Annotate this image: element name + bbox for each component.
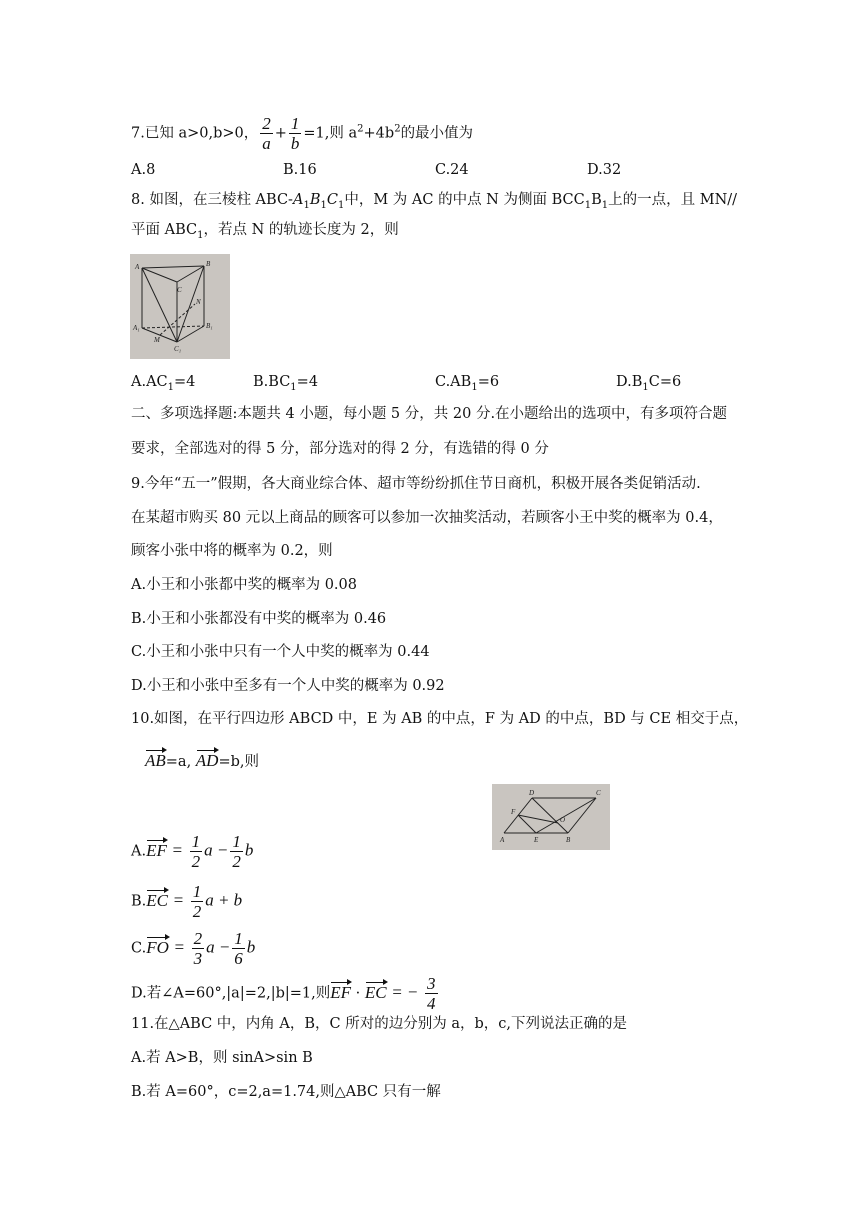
vector-ad: AD: [196, 747, 219, 771]
q9-stem-line3: 顾客小张中将的概率为 0.2，则: [131, 543, 333, 559]
q11-option-b: B.若 A=60°，c=2,a=1.74,则△ABC 只有一解: [131, 1084, 441, 1100]
q11-option-a: A.若 A>B，则 sinA>sin B: [131, 1050, 313, 1066]
q10-option-c: C.FO = $\frac{2}{3}$ a − $\frac{1}{6}$ b: [131, 929, 256, 968]
q8-option-b: $B.BC_1=4$: [253, 374, 319, 393]
parallelogram-label-o: O: [560, 816, 566, 824]
prism-diagram: [130, 254, 230, 359]
q9-option-d: D.小王和小张中至多有一个人中奖的概率为 0.92: [131, 678, 445, 694]
q7-option-c: C.24: [435, 162, 469, 178]
vector-ec: EC: [365, 979, 387, 1003]
q10-option-d: D.若∠A=60°,|a|=2,|b|=1,则EF · EC = − $\frac{3}{4}$: [131, 974, 436, 1013]
q10-option-a: A.EF = $\frac{1}{2}$ a − $\frac{1}{2}$ b: [131, 832, 254, 871]
fraction-1-6: $\frac{1}{6}$: [234, 929, 243, 968]
prism-label-b: B: [206, 260, 211, 268]
fraction-1-over-b: $\frac{1}{b}$: [290, 114, 300, 153]
parallelogram-label-b: B: [566, 836, 571, 844]
q7-stem: 7.已知 a>0,b>0， $\frac{2}{a}$ + $\frac{1}{b}$ =1,则 $a^2+4b^2$的最小值为: [131, 114, 474, 153]
parallelogram-label-a: A: [500, 836, 505, 844]
section2-heading-line2: 要求，全部选对的得 5 分，部分选对的得 2 分，有选错的得 0 分: [131, 441, 549, 457]
parallelogram-diagram: [492, 784, 610, 850]
vector-fo: FO: [146, 934, 169, 958]
q8-stem-line2: 平面 $ABC_1$，若点 N 的轨迹长度为 2，则: [131, 222, 399, 241]
prism-label-m: M: [154, 336, 160, 344]
q10-vectors-line: AB=a, AD=b,则: [145, 747, 259, 772]
q8-option-d: $D.B_1C=6$: [616, 374, 682, 393]
q11-stem: 11.在△ABC 中，内角 A，B，C 所对的边分别为 a，b，c,下列说法正确的是: [131, 1016, 628, 1032]
vector-ab: AB: [145, 747, 166, 771]
q9-option-b: B.小王和小张都没有中奖的概率为 0.46: [131, 611, 387, 627]
fraction-1-2: $\frac{1}{2}$: [191, 832, 201, 871]
prism-label-b1: B₁: [206, 322, 213, 330]
parallelogram-label-f: F: [511, 808, 516, 816]
q9-stem-line2: 在某超市购买 80 元以上商品的顾客可以参加一次抽奖活动，若顾客小王中奖的概率为 0.4，: [131, 510, 723, 526]
vector-ef: EF: [330, 979, 351, 1003]
prism-label-c: C: [177, 286, 182, 294]
parallelogram-label-c: C: [596, 789, 601, 797]
fraction-2-over-a: $\frac{2}{a}$: [262, 114, 271, 153]
q8-option-a: $A.AC_1=4$: [131, 374, 196, 393]
prism-label-c1: C₁: [174, 345, 182, 353]
fraction-1-2: $\frac{1}{2}$: [192, 882, 202, 921]
q10-stem-line1: 10.如图，在平行四边形 ABCD 中，E 为 AB 的中点，F 为 AD 的中点，BD 与 CE 相交于点，: [131, 711, 749, 727]
q8-stem-line1: 8. 如图，在三棱柱 ABC-$A_1B_1C_1$中，M 为 AC 的中点 N 为侧面 $BCC_1B_1$上的一点，且 MN//: [131, 192, 738, 211]
q9-option-c: C.小王和小张中只有一个人中奖的概率为 0.44: [131, 644, 430, 660]
prism-label-a1: A₁: [133, 324, 140, 332]
fraction-2-3: $\frac{2}{3}$: [193, 929, 203, 968]
section2-heading-line1: 二、多项选择题:本题共 4 小题，每小题 5 分，共 20 分.在小题给出的选项中，有多项符合题: [131, 406, 728, 422]
parallelogram-label-d: D: [529, 789, 535, 797]
vector-ef: EF: [146, 837, 167, 861]
prism-label-a: A: [135, 263, 140, 271]
q9-stem-line1: 9.今年“五一”假期，各大商业综合体、超市等纷纷抓住节日商机，积极开展各类促销活动.: [131, 476, 701, 492]
q7-option-d: D.32: [587, 162, 622, 178]
parallelogram-figure: [492, 784, 610, 850]
q10-option-b: B.EC = $\frac{1}{2}$ a + b: [131, 882, 243, 921]
q7-option-a: A.8: [131, 162, 156, 178]
prism-figure: [130, 254, 230, 359]
vector-ec: EC: [146, 887, 168, 911]
parallelogram-label-e: E: [534, 836, 539, 844]
q8-option-c: $C.AB_1=6$: [435, 374, 500, 393]
prism-label-n: N: [196, 298, 201, 306]
q7-option-b: B.16: [283, 162, 317, 178]
fraction-3-4: $\frac{3}{4}$: [427, 974, 436, 1013]
fraction-1-2: $\frac{1}{2}$: [232, 832, 241, 871]
q9-option-a: A.小王和小张都中奖的概率为 0.08: [131, 577, 357, 593]
